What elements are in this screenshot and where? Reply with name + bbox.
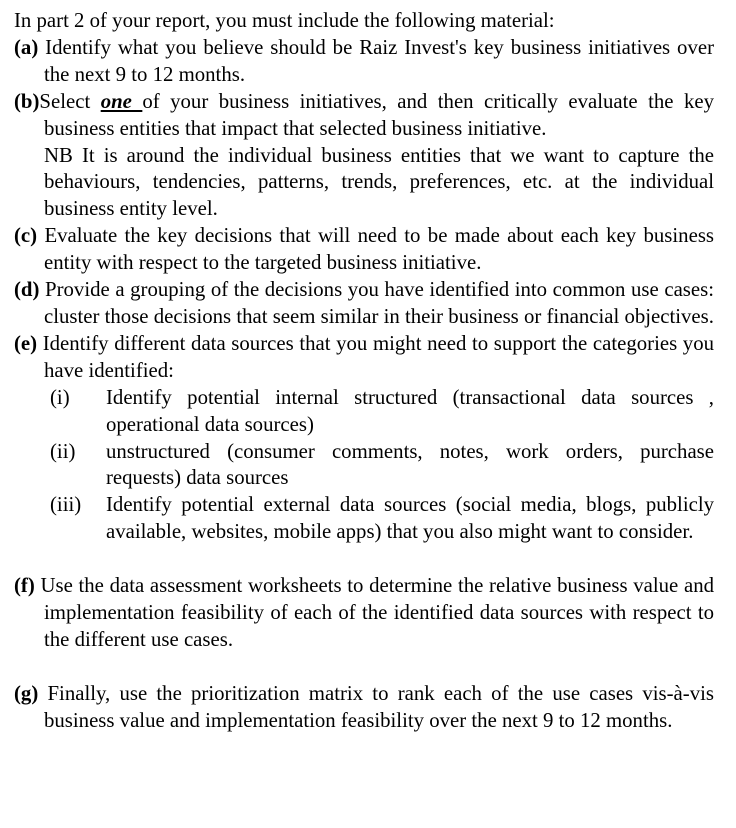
item-label: (b) [14, 89, 40, 113]
subitem-label: (i) [50, 385, 70, 409]
item-text: Evaluate the key decisions that will need to be made about each key business entity with respect to the targeted business initiative. [44, 224, 714, 275]
subitem-label: (iii) [50, 493, 82, 517]
subitem-label: (ii) [50, 439, 76, 463]
assignment-document [14, 8, 714, 735]
item-label: (g) [14, 681, 39, 705]
item-e [14, 331, 714, 385]
subitem-i [14, 385, 714, 439]
subitem-iii [14, 492, 714, 546]
item-note: NB It is around the individual business entities that we want to capture the behaviours, tendencies, patterns, trends, preferences, etc. at the individual business entity level. [44, 143, 714, 221]
subitem-text: Identify potential external data sources (social media, blogs, publicly available, websites, mobile apps) that you also might want to consider. [106, 493, 714, 544]
subitem-text: unstructured (consumer comments, notes, work orders, purchase requests) data sources [106, 439, 714, 490]
subitem-text: Identify potential internal structured (transactional data sources , operational data sources) [106, 385, 714, 436]
item-f [14, 573, 714, 654]
item-label: (a) [14, 35, 39, 59]
item-label: (e) [14, 331, 38, 355]
item-label: (c) [14, 224, 38, 248]
item-b [14, 89, 714, 224]
emphasis-word: one [100, 89, 143, 113]
item-text: Provide a grouping of the decisions you have identified into common use cases: cluster those decisions that seem similar in their business or financial objectives. [44, 278, 715, 328]
item-c [14, 223, 714, 277]
item-text: of your business initiatives, and then critically evaluate the key business entities that impact that selected business initiative. [44, 89, 714, 140]
item-text: Use the data assessment worksheets to determine the relative business value and implementation feasibility of each of the identified data sources with respect to the different use cases. [40, 574, 714, 651]
item-d [14, 277, 714, 331]
subitem-ii [14, 439, 714, 493]
spacer [14, 654, 714, 681]
item-text: Identify what you believe should be Raiz Invest's key business initiatives over the next 9 to 12 months. [44, 35, 715, 86]
item-text: Identify different data sources that you might need to support the categories you have identified: [42, 331, 714, 382]
item-label: (f) [14, 574, 35, 598]
item-label: (d) [14, 278, 40, 302]
spacer [14, 546, 714, 573]
item-text: Finally, use the prioritization matrix to rank each of the use cases vis-à-vis business value and implementation feasibility over the next 9 to 12 months. [44, 681, 714, 732]
item-text: Select [39, 89, 101, 113]
item-g [14, 681, 714, 735]
intro-paragraph: In part 2 of your report, you must include the following material: [14, 9, 555, 32]
item-a [14, 35, 714, 89]
